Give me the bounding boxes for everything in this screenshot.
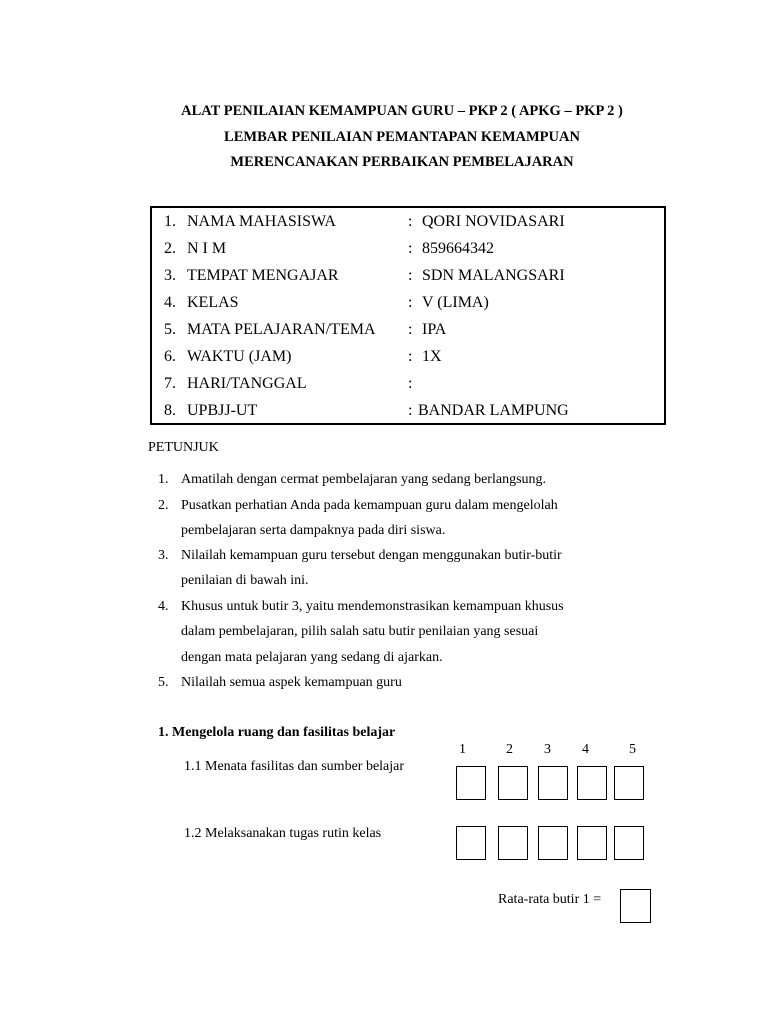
info-colon: :	[408, 321, 413, 338]
info-value: IPA	[422, 321, 447, 338]
info-number: 7.	[164, 375, 176, 392]
info-colon: :	[408, 375, 413, 392]
instruction-number: 1.	[158, 472, 169, 487]
info-number: 3.	[164, 267, 176, 284]
info-number: 8.	[164, 402, 176, 419]
score-box-1-1-2[interactable]	[498, 766, 528, 800]
instruction-text: dengan mata pelajaran yang sedang di ajarkan.	[181, 650, 443, 665]
score-box-1-2-4[interactable]	[577, 826, 607, 860]
info-label: KELAS	[187, 294, 239, 311]
instruction-text: penilaian di bawah ini.	[181, 573, 309, 588]
instruction-number: 2.	[158, 498, 169, 513]
info-colon: :	[408, 213, 413, 230]
scale-label: 1	[459, 742, 466, 757]
info-number: 1.	[164, 213, 176, 230]
score-box-1-2-2[interactable]	[498, 826, 528, 860]
item-1-1-label: 1.1 Menata fasilitas dan sumber belajar	[184, 759, 405, 774]
instruction-text: Nilailah semua aspek kemampuan guru	[181, 675, 402, 690]
info-label: N I M	[187, 240, 227, 257]
score-box-1-2-3[interactable]	[538, 826, 568, 860]
score-box-1-2-5[interactable]	[614, 826, 644, 860]
average-box[interactable]	[620, 889, 651, 923]
score-box-1-1-3[interactable]	[538, 766, 568, 800]
instruction-number: 5.	[158, 675, 169, 690]
score-box-1-1-4[interactable]	[577, 766, 607, 800]
instruction-text: Pusatkan perhatian Anda pada kemampuan guru dalam mengelolah	[181, 498, 558, 513]
form-subtitle-2: MERENCANAKAN PERBAIKAN PEMBELAJARAN	[230, 154, 574, 170]
instruction-number: 3.	[158, 548, 169, 563]
info-number: 2.	[164, 240, 176, 257]
scale-label: 4	[582, 742, 589, 757]
info-colon: :	[408, 294, 413, 311]
instruction-text: pembelajaran serta dampaknya pada diri siswa.	[181, 523, 446, 538]
info-value: SDN MALANGSARI	[422, 267, 565, 284]
scale-label: 3	[544, 742, 551, 757]
instructions-heading: PETUNJUK	[148, 440, 219, 455]
info-number: 4.	[164, 294, 176, 311]
section-1-title: 1. Mengelola ruang dan fasilitas belajar	[158, 725, 396, 740]
info-value: 859664342	[422, 240, 494, 257]
info-label: MATA PELAJARAN/TEMA	[187, 321, 376, 338]
score-box-1-1-5[interactable]	[614, 766, 644, 800]
instruction-text: dalam pembelajaran, pilih salah satu butir penilaian yang sesuai	[181, 624, 539, 639]
item-1-2-label: 1.2 Melaksanakan tugas rutin kelas	[184, 826, 382, 841]
instruction-text: Khusus untuk butir 3, yaitu mendemonstrasikan kemampuan khusus	[181, 599, 564, 614]
info-label: HARI/TANGGAL	[187, 375, 307, 392]
info-number: 5.	[164, 321, 176, 338]
info-colon: :	[408, 240, 413, 257]
info-label: WAKTU (JAM)	[187, 348, 292, 365]
instruction-number: 4.	[158, 599, 169, 614]
instruction-text: Amatilah dengan cermat pembelajaran yang sedang berlangsung.	[181, 472, 547, 487]
average-label: Rata-rata butir 1 =	[498, 892, 602, 907]
scale-label: 2	[506, 742, 513, 757]
score-box-1-2-1[interactable]	[456, 826, 486, 860]
score-box-1-1-1[interactable]	[456, 766, 486, 800]
info-label: TEMPAT MENGAJAR	[187, 267, 339, 284]
info-value: V (LIMA)	[422, 294, 489, 311]
info-colon: :	[408, 402, 413, 419]
info-value: 1X	[422, 348, 442, 365]
info-value: QORI NOVIDASARI	[422, 213, 565, 230]
info-value: BANDAR LAMPUNG	[418, 402, 569, 419]
info-number: 6.	[164, 348, 176, 365]
instruction-text: Nilailah kemampuan guru tersebut dengan menggunakan butir-butir	[181, 548, 562, 563]
info-colon: :	[408, 267, 413, 284]
info-colon: :	[408, 348, 413, 365]
identity-box	[150, 206, 666, 425]
form-title: ALAT PENILAIAN KEMAMPUAN GURU – PKP 2 ( APKG – PKP 2 )	[181, 103, 623, 119]
info-label: NAMA MAHASISWA	[187, 213, 336, 230]
scale-label: 5	[629, 742, 636, 757]
form-subtitle-1: LEMBAR PENILAIAN PEMANTAPAN KEMAMPUAN	[224, 129, 580, 145]
info-label: UPBJJ-UT	[187, 402, 258, 419]
